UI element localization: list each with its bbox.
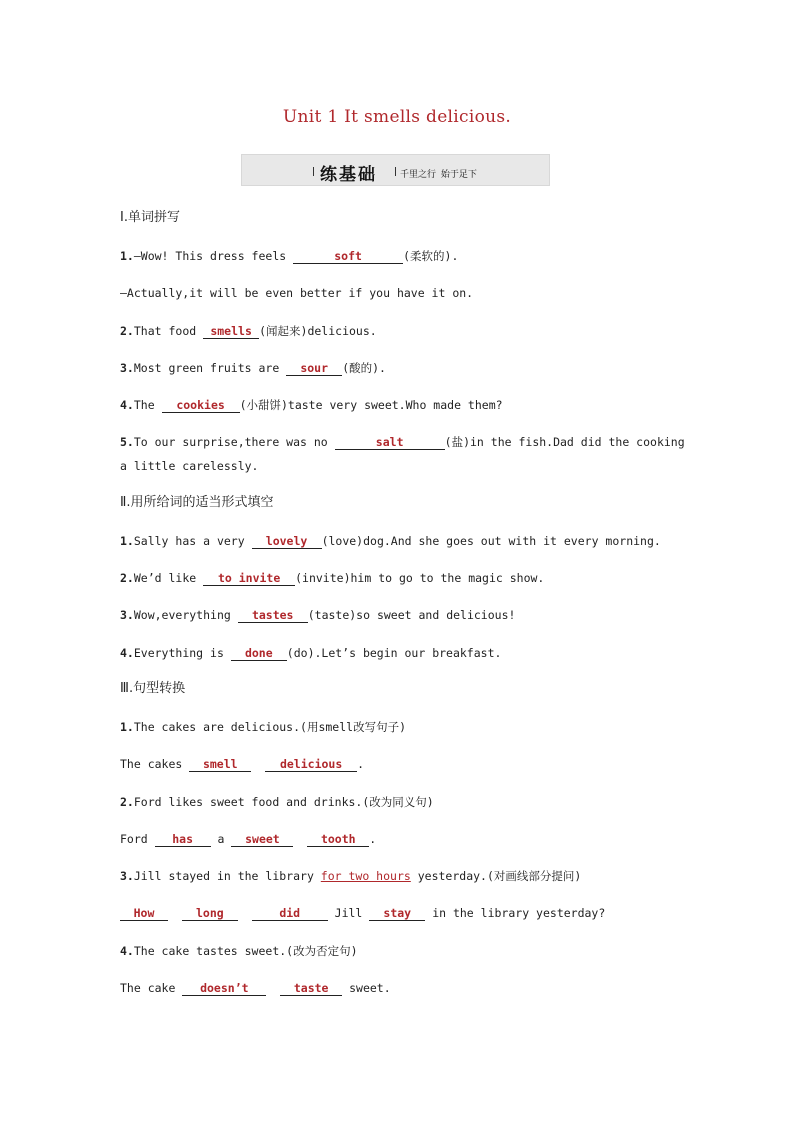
answer-blank: salt <box>335 435 445 450</box>
question-1-3 <box>120 360 386 376</box>
question-1-2 <box>120 323 377 339</box>
question-text: (闻起来)delicious. <box>259 324 377 338</box>
question-number: 1. <box>120 249 134 263</box>
question-text: (love)dog.And she goes out with it every morning. <box>321 534 661 548</box>
question-number: 4. <box>120 944 134 958</box>
question-text: (invite)him to go to the magic show. <box>295 571 545 585</box>
banner-main-text: 练基础 <box>320 165 377 185</box>
answer-blank: smells <box>203 324 259 339</box>
question-1-4 <box>120 397 503 413</box>
answer-blank: tooth <box>307 832 369 847</box>
answer-text: . <box>357 757 365 771</box>
question-1-5-cont: a little carelessly. <box>120 459 259 473</box>
section-heading: Ⅰ.单词拼写 <box>120 210 180 225</box>
answer-3-4 <box>120 980 391 996</box>
answer-text: The cake <box>120 981 183 995</box>
answer-blank: sour <box>286 361 342 376</box>
question-text: Ford likes sweet food and drinks.(改为同义句) <box>133 795 434 809</box>
question-number: 1. <box>120 720 134 734</box>
question-text: (小甜饼)taste very sweet.Who made them? <box>239 398 503 412</box>
question-text: Everything is <box>133 646 231 660</box>
answer-text: a <box>210 832 232 846</box>
question-text: (do).Let’s begin our breakfast. <box>286 646 502 660</box>
question-number: 2. <box>120 795 134 809</box>
banner-divider <box>313 167 314 176</box>
question-1-5 <box>120 434 685 450</box>
question-number: 3. <box>120 361 134 375</box>
answer-blank: stay <box>369 906 425 921</box>
answer-blank: long <box>182 906 238 921</box>
question-2-4 <box>120 645 501 661</box>
question-number: 5. <box>120 435 134 449</box>
question-text: The cake tastes sweet.(改为否定句) <box>133 944 358 958</box>
question-text: Jill stayed in the library <box>133 869 321 883</box>
answer-blank: cookies <box>162 398 240 413</box>
question-text: yesterday.(对画线部分提问) <box>410 869 582 883</box>
answer-text: sweet. <box>342 981 391 995</box>
answer-blank: How <box>120 906 168 921</box>
question-text: (柔软的). <box>403 249 459 263</box>
section-banner <box>241 154 550 186</box>
question-number: 4. <box>120 398 134 412</box>
answer-blank: taste <box>280 981 342 996</box>
banner-sub-text: 千里之行 始于足下 <box>400 170 477 180</box>
answer-blank: tastes <box>238 608 308 623</box>
question-text: The cakes are delicious.(用smell改写句子) <box>133 720 406 734</box>
question-text: (taste)so sweet and delicious! <box>307 608 516 622</box>
question-1-1 <box>120 248 458 264</box>
answer-text: in the library yesterday? <box>425 906 606 920</box>
banner-divider <box>395 167 396 176</box>
question-text: (酸的). <box>342 361 386 375</box>
underlined-phrase: for two hours <box>320 869 411 883</box>
question-number: 4. <box>120 646 134 660</box>
answer-text: . <box>369 832 377 846</box>
question-text: Most green fruits are <box>133 361 287 375</box>
answer-blank: lovely <box>252 534 322 549</box>
page-title: Unit 1 It smells delicious. <box>282 107 512 127</box>
answer-text: Ford <box>120 832 155 846</box>
question-3-1 <box>120 719 406 735</box>
answer-blank: to invite <box>203 571 295 586</box>
section-heading: Ⅱ.用所给词的适当形式填空 <box>120 495 274 510</box>
question-text: To our surprise,there was no <box>133 435 335 449</box>
answer-blank: sweet <box>231 832 293 847</box>
answer-blank: did <box>252 906 328 921</box>
answer-blank: has <box>155 832 211 847</box>
question-text: The <box>133 398 162 412</box>
question-3-4 <box>120 943 358 959</box>
question-number: 3. <box>120 608 134 622</box>
question-text: We’d like <box>133 571 204 585</box>
question-number: 2. <box>120 324 134 338</box>
section-heading: Ⅲ.句型转换 <box>120 681 186 696</box>
answer-blank: smell <box>189 757 251 772</box>
question-3-3 <box>120 868 581 884</box>
question-1-1-reply: —Actually,it will be even better if you have it on. <box>120 286 474 300</box>
question-text: Wow,everything <box>133 608 238 622</box>
question-2-1 <box>120 533 661 549</box>
answer-blank: doesn’t <box>182 981 266 996</box>
question-number: 1. <box>120 534 134 548</box>
answer-3-3 <box>120 905 605 921</box>
question-text: (盐)in the fish.Dad did the cooking <box>444 435 685 449</box>
question-text: That food <box>133 324 204 338</box>
answer-blank: delicious <box>265 757 357 772</box>
question-text: Sally has a very <box>133 534 252 548</box>
question-number: 3. <box>120 869 134 883</box>
question-2-3 <box>120 607 515 623</box>
answer-blank: done <box>231 646 287 661</box>
question-number: 2. <box>120 571 134 585</box>
answer-3-1 <box>120 756 364 772</box>
answer-text: The cakes <box>120 757 190 771</box>
question-text: —Wow! This dress feels <box>133 249 294 263</box>
question-2-2 <box>120 570 544 586</box>
answer-text: Jill <box>327 906 370 920</box>
question-3-2 <box>120 794 434 810</box>
answer-3-2 <box>120 831 376 847</box>
answer-blank: soft <box>293 249 403 264</box>
